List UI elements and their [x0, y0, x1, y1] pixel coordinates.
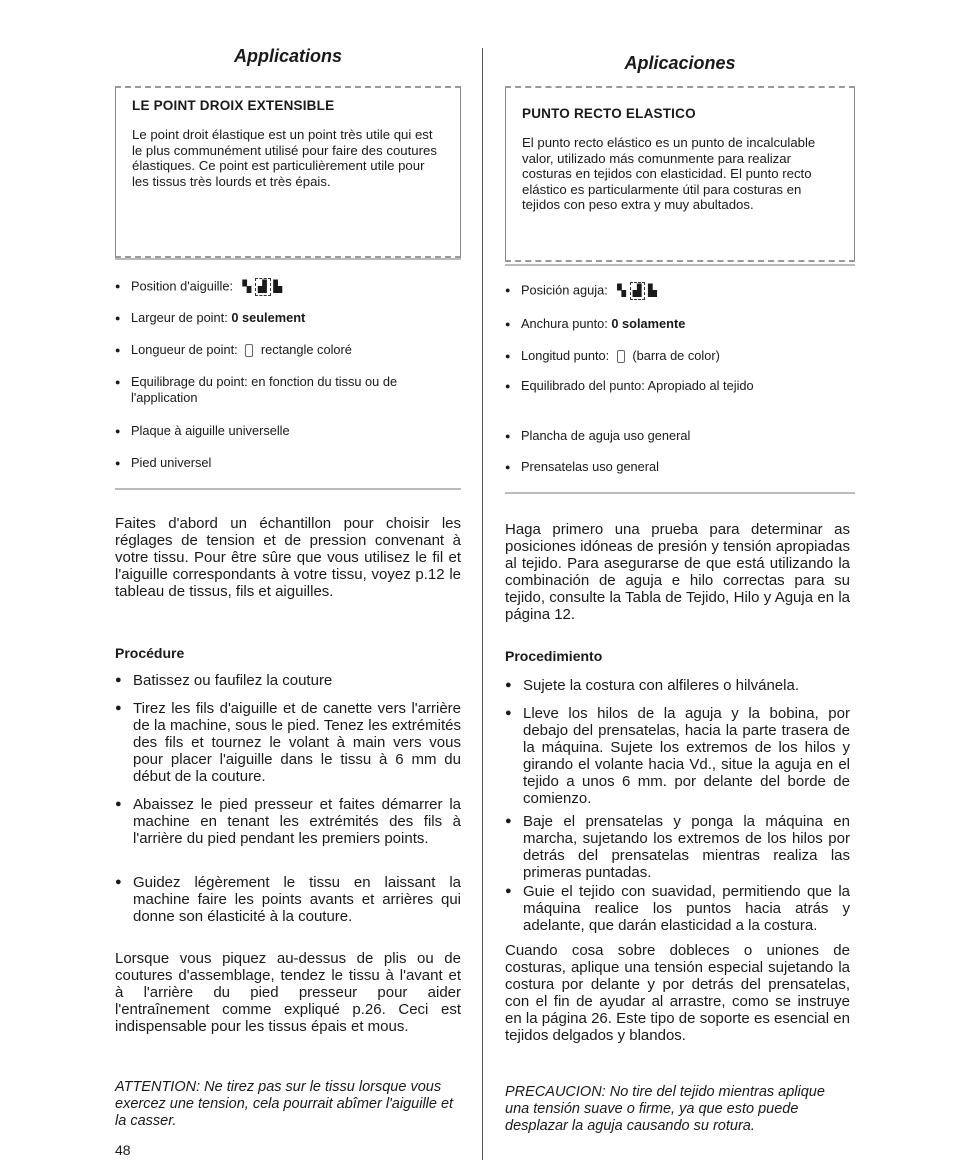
setting-value: 0 seulement — [231, 310, 306, 325]
section-heading: Aplicaciones — [624, 53, 736, 73]
attention-note: ATTENTION: Ne tirez pas sur le tissu lorsque vous exercez une tension, cela pourrait abîmer l'aiguille et la casser. — [115, 1079, 454, 1129]
closing-paragraph: Cuando cosa sobre dobleces o uniones de costuras, aplique una tensión especial sujetando la costura por delante y por detrás del prensatelas, con el fin de ayudar al arrastre, como se instruye en la página 26. Este tipo de soporte es esencial en tejidos delgados y blandos. — [505, 942, 850, 1044]
setting-label: Longitud punto: — [521, 348, 610, 363]
procedure-step: ● Sujete la costura con alfileres o hilvánela. — [505, 677, 850, 694]
procedure-step: ● Guie el tejido con suavidad, permitiendo que la máquina realice los puntos hacia atrás y adelante, que darán elasticidad a la costura. — [505, 883, 850, 934]
setting-stitch-width — [115, 310, 305, 326]
box-text: Le point droit élastique est un point très utile qui est le plus communément utilisé pour faire des coutures élastiques. Ce point est particulièrement utile pour les tissus très lourds et très épais. — [132, 127, 437, 189]
colored-rectangle-icon — [245, 344, 253, 357]
procedure-title: Procédure — [115, 645, 185, 661]
intro-paragraph: Haga primero una prueba para determinar as posiciones idóneas de presión y tensión apropiadas al tejido. Para asegurarse de que está utilizando la combinación de aguja e hilo correctas para su tejido, consulte la Tabla de Tejido, Hilo y Aguja en la página 12. — [505, 521, 850, 623]
setting-label: Position d'aiguille: — [131, 278, 234, 294]
setting-label: Anchura punto: — [521, 316, 608, 331]
stitch-info-box — [115, 86, 461, 258]
setting-needle-plate: ● Plancha de aguja uso general — [505, 428, 690, 444]
box-title: PUNTO RECTO ELASTICO — [522, 106, 696, 121]
setting-foot: ● Pied universel — [115, 455, 211, 471]
closing-paragraph: Lorsque vous piquez au-dessus de plis ou de coutures d'assemblage, tendez le tissu à l'avant et à l'arrière du pied presseur pour aider l'entraînement comme expliqué p.26. Ceci est indispensable pour les tissus épais et mous. — [115, 950, 461, 1035]
setting-value: 0 solamente — [611, 316, 686, 331]
divider — [505, 492, 855, 494]
setting-balance: ● Equilibrage du point: en fonction du tissu ou de l'application — [115, 374, 451, 406]
procedure-step: ● Abaissez le pied presseur et faites démarrer la machine en tenant les extrémités des fils à l'arrière du pied pendant les premiers points. — [115, 796, 461, 847]
setting-value: (barra de color) — [632, 348, 720, 363]
page-number: 48 — [115, 1142, 131, 1158]
stitch-info-box — [505, 86, 855, 262]
column-divider — [482, 48, 483, 1160]
setting-needle-position — [505, 282, 658, 300]
procedure-title: Procedimiento — [505, 648, 603, 664]
box-text: El punto recto elástico es un punto de incalculable valor, utilizado más comunmente para realizar costuras en tejidos con elasticidad. El punto recto elástico es particularmente útil para costuras en tejidos con peso extra y muy abultados. — [522, 135, 816, 212]
needle-position-icon: ▚ ▟ ▙ — [617, 282, 657, 300]
caution-note: PRECAUCION: No tire del tejido mientras aplique una tensión suave o firme, ya que esto puede desplazar la aguja causando su rotura. — [505, 1084, 825, 1134]
procedure-step: ● Guidez légèrement le tissu en laissant la machine faire les points avants et arrières qui donne son élasticité à la couture. — [115, 874, 461, 925]
divider — [505, 264, 855, 266]
procedure-step: ● Tirez les fils d'aiguille et de canette vers l'arrière de la machine, sous le pied. Tenez les extrémités des fils et tournez le volant à main vers vous pour placer l'aiguille dans le tissu à 6 mm du début de la couture. — [115, 700, 461, 785]
setting-foot: ● Prensatelas uso general — [505, 459, 659, 475]
needle-position-icon: ▚ ▟ ▙ — [243, 278, 283, 296]
setting-stitch-width — [505, 316, 685, 332]
box-title: LE POINT DROIX EXTENSIBLE — [132, 98, 335, 113]
setting-needle-plate: ● Plaque à aiguille universelle — [115, 423, 290, 439]
procedure-step: ● Lleve los hilos de la aguja y la bobina, por debajo del prensatelas, hacia la parte trasera de la máquina. Sujete los extremos de los hilos y girando el volante hacia Vd., situe la aguja en el tejido a unos 6 mm. por delante del borde de comienzo. — [505, 705, 850, 807]
setting-label: Largeur de point: — [131, 310, 228, 325]
setting-value: rectangle coloré — [260, 342, 352, 357]
section-heading: Applications — [233, 46, 342, 66]
setting-balance: ● Equilibrado del punto: Apropiado al tejido — [505, 378, 791, 394]
setting-stitch-length — [505, 348, 720, 364]
setting-label: Posición aguja: — [521, 282, 608, 298]
setting-label: Longueur de point: — [131, 342, 238, 357]
intro-paragraph: Faites d'abord un échantillon pour choisir les réglages de tension et de pression convenant à votre tissu. Pour être sûre que vous utilisez le fil et l'aiguille correspondants à votre tissu, voyez p.12 le tableau de tissus, fils et aiguilles. — [115, 515, 461, 600]
colored-bar-icon — [617, 350, 625, 363]
procedure-step: ● Baje el prensatelas y ponga la máquina en marcha, sujetando los extremos de los hilos por detrás del prensatelas mientras realiza las primeras puntadas. — [505, 813, 850, 881]
divider — [115, 488, 461, 490]
divider — [115, 258, 461, 260]
procedure-step: ● Batissez ou faufilez la couture — [115, 672, 461, 689]
setting-stitch-length — [115, 342, 352, 358]
setting-needle-position — [115, 278, 283, 296]
